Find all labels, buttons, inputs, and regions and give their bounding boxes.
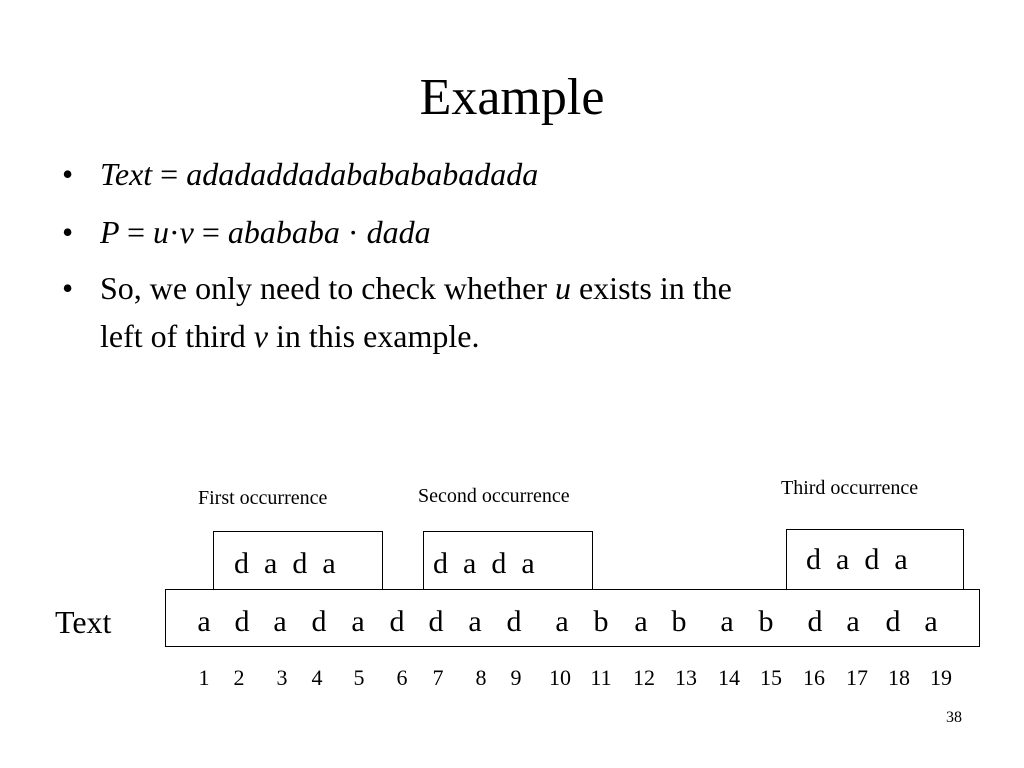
text-letter: a — [197, 605, 211, 638]
position-number: 18 — [888, 665, 910, 690]
bullet-2-u: u — [153, 214, 170, 250]
position-number: 7 — [432, 665, 444, 690]
text-letter: b — [758, 605, 774, 638]
position-number: 2 — [233, 665, 245, 690]
position-number: 15 — [760, 665, 782, 690]
position-number: 14 — [718, 665, 740, 690]
text-letter: a — [720, 605, 734, 638]
text-letter: a — [555, 605, 569, 638]
position-number: 8 — [475, 665, 487, 690]
bullet-2-dada: dada — [366, 214, 431, 250]
text-letter: b — [593, 605, 609, 638]
bullet-2-dot2: · — [347, 214, 359, 250]
bullet-1-eq: = — [160, 156, 179, 192]
position-number: 10 — [549, 665, 571, 690]
text-row-label: Text — [55, 604, 112, 640]
bullet-3-line-2 — [100, 316, 479, 356]
position-number: 19 — [930, 665, 952, 690]
bullet-2-eq2: = — [201, 214, 220, 250]
bullet-3-marker: • — [62, 270, 74, 306]
bullet-2-dot1: · — [169, 214, 180, 250]
position-number: 6 — [396, 665, 408, 690]
position-number: 13 — [675, 665, 697, 690]
position-number: 1 — [198, 665, 210, 690]
third-occurrence-letters: d a d a — [806, 543, 908, 576]
text-letter: a — [846, 605, 860, 638]
position-number: 17 — [846, 665, 868, 690]
position-number: 4 — [311, 665, 323, 690]
position-number: 3 — [276, 665, 288, 690]
bullet-3-u: u — [554, 270, 571, 306]
text-letter: a — [273, 605, 287, 638]
bullet-3-text-c: left of third — [100, 318, 254, 354]
position-number: 16 — [803, 665, 825, 690]
text-letter: d — [885, 605, 901, 638]
text-letter: d — [428, 605, 444, 638]
first-occurrence-letters: d a d a — [234, 547, 336, 580]
bullet-1-marker: • — [62, 156, 74, 192]
text-letter: a — [351, 605, 365, 638]
text-letter: d — [389, 605, 405, 638]
text-letter: b — [671, 605, 687, 638]
position-number: 9 — [510, 665, 522, 690]
first-occurrence-label: First occurrence — [198, 487, 328, 509]
bullet-1-label: Text — [100, 156, 153, 192]
text-letter: d — [506, 605, 522, 638]
bullet-2-v: v — [179, 214, 194, 250]
bullet-3-text-d: in this example. — [267, 318, 480, 354]
position-number: 5 — [353, 665, 365, 690]
bullet-1-value: adadaddadababababadada — [186, 156, 539, 192]
text-letter: a — [468, 605, 482, 638]
position-number: 11 — [590, 665, 612, 690]
bullet-3-v: v — [253, 318, 268, 354]
text-letter: a — [634, 605, 648, 638]
bullet-1 — [100, 154, 538, 194]
text-letter: a — [924, 605, 938, 638]
bullet-2-eq1: = — [126, 214, 146, 250]
position-number: 12 — [633, 665, 655, 690]
page-number: 38 — [946, 709, 962, 726]
bullet-3-text-b: exists in the — [570, 270, 732, 306]
slide-title: Example — [419, 69, 605, 126]
bullet-2-marker: • — [62, 214, 74, 250]
second-occurrence-label: Second occurrence — [418, 485, 570, 507]
third-occurrence-label: Third occurrence — [781, 477, 919, 499]
text-letter: d — [311, 605, 327, 638]
second-occurrence-letters: d a d a — [433, 547, 535, 580]
bullet-2-pattern: abababa — [227, 214, 340, 250]
text-letter: d — [807, 605, 823, 638]
text-letter: d — [234, 605, 250, 638]
bullet-2 — [100, 212, 431, 252]
bullet-3-text-a: So, we only need to check whether — [100, 270, 555, 306]
bullet-3-line-1 — [100, 268, 732, 308]
bullet-2-label: P — [100, 214, 119, 250]
